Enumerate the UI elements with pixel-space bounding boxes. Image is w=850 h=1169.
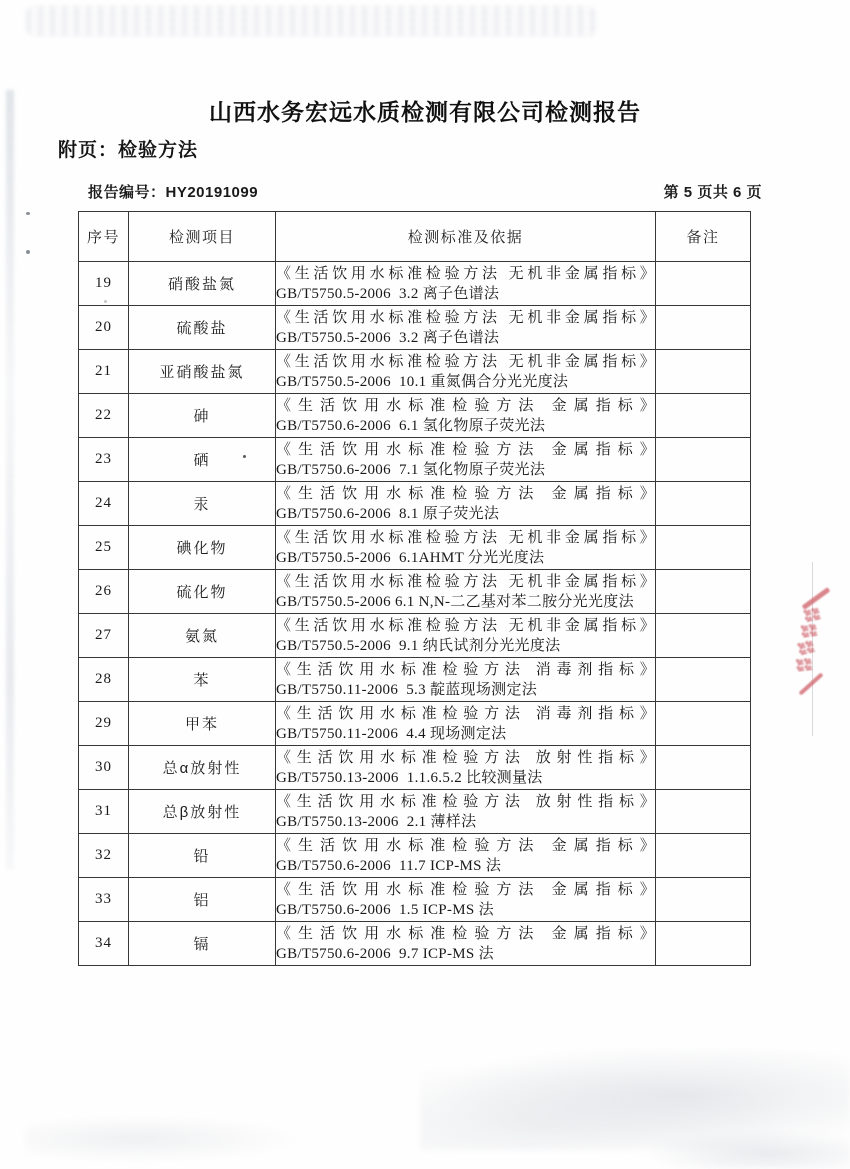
- standard-cell: [276, 746, 656, 790]
- standard-cell: [276, 658, 656, 702]
- column-header-item: 检测项目: [129, 212, 276, 262]
- table-row: [79, 614, 751, 658]
- test-item-cell: 硫酸盐: [129, 306, 276, 350]
- standard-method-line: GB/T5750.13-2006 1.1.6.5.2 比较测量法: [276, 769, 543, 786]
- standard-method-line: GB/T5750.5-2006 3.2 离子色谱法: [276, 285, 500, 302]
- standard-method-line: GB/T5750.5-2006 9.1 纳氏试剂分光光度法: [276, 637, 561, 654]
- row-number-cell: 24: [79, 482, 129, 526]
- column-header-standard: 检测标准及依据: [276, 212, 656, 262]
- table-row: [79, 790, 751, 834]
- row-number-cell: 22: [79, 394, 129, 438]
- table-row: [79, 878, 751, 922]
- scan-noise-top: [26, 6, 596, 36]
- column-header-remark: 备注: [656, 212, 751, 262]
- standard-title-line: 《生活饮用水标准检验方法 金属指标》: [276, 440, 655, 458]
- standard-method-line: GB/T5750.6-2006 9.7 ICP-MS 法: [276, 945, 494, 962]
- table-row: [79, 746, 751, 790]
- test-item-cell: 氨氮: [129, 614, 276, 658]
- standard-method-line: GB/T5750.13-2006 2.1 薄样法: [276, 813, 477, 830]
- remark-cell: [656, 878, 751, 922]
- red-seal-fragment-icon: [792, 586, 840, 708]
- standard-cell: [276, 878, 656, 922]
- remark-cell: [656, 658, 751, 702]
- test-item-cell: 亚硝酸盐氮: [129, 350, 276, 394]
- standard-cell: [276, 614, 656, 658]
- standard-title-line: 《生活饮用水标准检验方法 无机非金属指标》: [276, 308, 655, 326]
- row-number-cell: 19: [79, 262, 129, 306]
- row-number-cell: 29: [79, 702, 129, 746]
- remark-cell: [656, 482, 751, 526]
- standard-cell: [276, 438, 656, 482]
- test-item-cell: 总α放射性: [129, 746, 276, 790]
- remark-cell: [656, 702, 751, 746]
- row-number-cell: 28: [79, 658, 129, 702]
- standard-method-line: GB/T5750.6-2006 8.1 原子荧光法: [276, 505, 500, 522]
- table-row: [79, 526, 751, 570]
- test-item-cell: 镉: [129, 922, 276, 966]
- standard-cell: [276, 922, 656, 966]
- standard-title-line: 《生活饮用水标准检验方法 金属指标》: [276, 924, 655, 942]
- test-item-cell: 硫化物: [129, 570, 276, 614]
- standard-cell: [276, 570, 656, 614]
- remark-cell: [656, 438, 751, 482]
- table-row: [79, 834, 751, 878]
- row-number-cell: 26: [79, 570, 129, 614]
- report-number: 报告编号：HY20191099: [88, 184, 259, 201]
- test-methods-table: [78, 211, 751, 966]
- standard-cell: [276, 526, 656, 570]
- test-item-cell: 硒: [129, 438, 276, 482]
- standard-method-line: GB/T5750.11-2006 4.4 现场测定法: [276, 725, 507, 742]
- table-row: [79, 570, 751, 614]
- seal-blot: [797, 639, 816, 655]
- standard-title-line: 《生活饮用水标准检验方法 无机非金属指标》: [276, 572, 655, 590]
- standard-cell: [276, 262, 656, 306]
- standard-title-line: 《生活饮用水标准检验方法 金属指标》: [276, 836, 655, 854]
- table-row: [79, 922, 751, 966]
- standard-method-line: GB/T5750.5-2006 6.1 N,N-二乙基对苯二胺分光光度法: [276, 593, 634, 610]
- scan-noise-bottom-left: [25, 1115, 305, 1163]
- seal-stroke: [799, 672, 824, 695]
- test-item-cell: 铅: [129, 834, 276, 878]
- standard-method-line: GB/T5750.11-2006 5.3 靛蓝现场测定法: [276, 681, 538, 698]
- row-number-cell: 32: [79, 834, 129, 878]
- test-item-cell: 汞: [129, 482, 276, 526]
- standard-cell: [276, 394, 656, 438]
- standard-title-line: 《生活饮用水标准检验方法 无机非金属指标》: [276, 616, 655, 634]
- test-item-cell: 甲苯: [129, 702, 276, 746]
- row-number-cell: 33: [79, 878, 129, 922]
- remark-cell: [656, 570, 751, 614]
- standard-cell: [276, 834, 656, 878]
- row-number-cell: 34: [79, 922, 129, 966]
- row-number-cell: 25: [79, 526, 129, 570]
- report-title: 山西水务宏远水质检测有限公司检测报告: [209, 99, 641, 125]
- test-item-cell: 砷: [129, 394, 276, 438]
- table-row: [79, 438, 751, 482]
- methods-table-body: [79, 262, 751, 966]
- standard-method-line: GB/T5750.5-2006 3.2 离子色谱法: [276, 329, 500, 346]
- standard-method-line: GB/T5750.5-2006 10.1 重氮偶合分光光度法: [276, 373, 569, 390]
- row-number-cell: 20: [79, 306, 129, 350]
- standard-method-line: GB/T5750.6-2006 11.7 ICP-MS 法: [276, 857, 502, 874]
- standard-title-line: 《生活饮用水标准检验方法 无机非金属指标》: [276, 264, 655, 282]
- standard-cell: [276, 702, 656, 746]
- remark-cell: [656, 790, 751, 834]
- table-row: [79, 350, 751, 394]
- table-row: [79, 306, 751, 350]
- table-row: [79, 702, 751, 746]
- standard-cell: [276, 482, 656, 526]
- test-item-cell: 总β放射性: [129, 790, 276, 834]
- test-item-cell: 苯: [129, 658, 276, 702]
- standard-title-line: 《生活饮用水标准检验方法 金属指标》: [276, 880, 655, 898]
- standard-method-line: GB/T5750.6-2006 7.1 氢化物原子荧光法: [276, 461, 546, 478]
- seal-blot: [800, 623, 818, 638]
- test-item-cell: 硝酸盐氮: [129, 262, 276, 306]
- standard-title-line: 《生活饮用水标准检验方法 金属指标》: [276, 396, 655, 414]
- standard-cell: [276, 350, 656, 394]
- remark-cell: [656, 350, 751, 394]
- row-number-cell: 27: [79, 614, 129, 658]
- standard-cell: [276, 790, 656, 834]
- standard-title-line: 《生活饮用水标准检验方法 放射性指标》: [276, 748, 655, 766]
- test-item-cell: 碘化物: [129, 526, 276, 570]
- remark-cell: [656, 526, 751, 570]
- table-row: [79, 658, 751, 702]
- test-item-cell: 铝: [129, 878, 276, 922]
- remark-cell: [656, 746, 751, 790]
- attachment-subtitle: 附页：检验方法: [58, 140, 199, 161]
- standard-cell: [276, 306, 656, 350]
- remark-cell: [656, 394, 751, 438]
- standard-method-line: GB/T5750.6-2006 1.5 ICP-MS 法: [276, 901, 494, 918]
- remark-cell: [656, 834, 751, 878]
- standard-title-line: 《生活饮用水标准检验方法 消毒剂指标》: [276, 660, 655, 678]
- standard-title-line: 《生活饮用水标准检验方法 金属指标》: [276, 484, 655, 502]
- table-row: [79, 482, 751, 526]
- report-meta-row: [88, 181, 762, 202]
- remark-cell: [656, 922, 751, 966]
- standard-title-line: 《生活饮用水标准检验方法 无机非金属指标》: [276, 528, 655, 546]
- standard-title-line: 《生活饮用水标准检验方法 消毒剂指标》: [276, 704, 655, 722]
- row-number-cell: 31: [79, 790, 129, 834]
- standard-method-line: GB/T5750.5-2006 6.1AHMT 分光光度法: [276, 549, 545, 566]
- standard-title-line: 《生活饮用水标准检验方法 无机非金属指标》: [276, 352, 655, 370]
- page-indicator: 第 5 页共 6 页: [663, 184, 762, 201]
- standard-method-line: GB/T5750.6-2006 6.1 氢化物原子荧光法: [276, 417, 546, 434]
- table-header-row: [79, 212, 751, 262]
- table-row: [79, 262, 751, 306]
- column-header-index: 序号: [79, 212, 129, 262]
- row-number-cell: 21: [79, 350, 129, 394]
- scan-speck: [26, 250, 30, 254]
- scan-noise-bottom-corner: [640, 1130, 850, 1169]
- table-row: [79, 394, 751, 438]
- seal-blot: [803, 606, 821, 622]
- scan-speck: [26, 212, 30, 215]
- row-number-cell: 30: [79, 746, 129, 790]
- standard-title-line: 《生活饮用水标准检验方法 放射性指标》: [276, 792, 655, 810]
- scan-edge-strip: [6, 90, 14, 870]
- remark-cell: [656, 262, 751, 306]
- seal-blot: [795, 657, 812, 672]
- remark-cell: [656, 614, 751, 658]
- row-number-cell: 23: [79, 438, 129, 482]
- remark-cell: [656, 306, 751, 350]
